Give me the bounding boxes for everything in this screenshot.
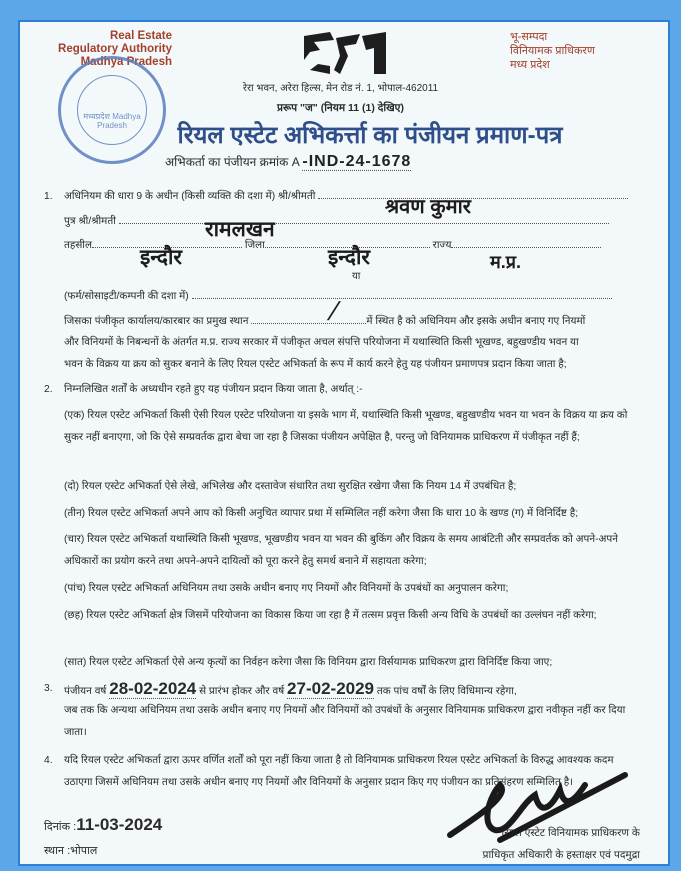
seal-inner-text: मध्यप्रदेश Madhya Pradesh bbox=[77, 75, 147, 145]
office-value: / bbox=[324, 296, 343, 326]
condition-label: (एक) bbox=[64, 410, 85, 421]
dotted-line bbox=[251, 323, 366, 324]
validity-text: जब तक कि अन्यथा अधिनियम तथा उसके अधीन बनाए गए नियमों और विनियमों को उपबंधों के अनुसार विनियामक प्राधिकरण द्वारा नवीकृत नहीं कर दिया जाता। bbox=[64, 705, 626, 738]
registration-number bbox=[165, 153, 411, 171]
item-number: 3. bbox=[44, 683, 53, 694]
address: रेरा भवन, अरेरा हिल्स, मेन रोड नं. 1, भोपाल-462011 bbox=[242, 83, 439, 94]
validity-end: 27-02-2029 bbox=[287, 679, 375, 698]
condition-label: (छह) bbox=[64, 610, 84, 621]
item-number: 1. bbox=[44, 191, 53, 202]
validity-start: 28-02-2024 bbox=[109, 679, 197, 698]
district-value: इन्दौर bbox=[328, 246, 370, 269]
condition-text: रियल एस्टेट अभिकर्ता ऐसे अन्य कृत्यों का निर्वहन करेगा जैसा कि विनियम द्वारा विर्सयामक प्राधिकरण द्वारा विनिर्दिष्ट किया जाए; bbox=[89, 657, 553, 668]
condition-text: रियल एस्टेट अभिकर्ता यथास्थिति किसी भूखण्ड, भूखण्डीय भवन या भवन की बुकिंग और विक्रय के समय आबंटिती और सम्प्रवर्तक को अपने-अपने अधिकारों का प्रयोग करने तथा अपने-अपने दायित्वों को पूरा करने हेतु समर्थ बनाने में सहायता करेगा; bbox=[64, 534, 618, 567]
tehsil-label: तहसील bbox=[64, 240, 92, 251]
condition-label: (दो) bbox=[64, 481, 79, 492]
name-line bbox=[44, 186, 644, 208]
hi-line: विनियामक प्राधिकरण bbox=[510, 45, 595, 57]
item-number: 2. bbox=[44, 384, 53, 395]
condition-2 bbox=[64, 476, 644, 498]
name-label: अधिनियम की धारा 9 के अधीन (किसी व्यक्ति की दशा में) श्री/श्रीमती bbox=[64, 191, 316, 202]
office-label: जिसका पंजीकृत कार्यालय/कारबार का प्रमुख स्थान bbox=[64, 316, 249, 327]
en-line: Madhya Pradesh bbox=[80, 56, 172, 68]
item-number: 4. bbox=[44, 755, 53, 766]
regno-label: अभिकर्ता का पंजीयन क्रमांक A bbox=[165, 155, 300, 169]
or-text: या bbox=[352, 271, 361, 282]
hi-line: भू-सम्पदा bbox=[510, 31, 548, 43]
regno-value: -IND-24-1678 bbox=[302, 153, 412, 170]
place-line bbox=[44, 843, 97, 858]
condition-7 bbox=[64, 652, 644, 674]
validity-line bbox=[44, 678, 644, 703]
para4-text: यदि रियल एस्टेट अभिकर्ता द्वारा ऊपर वर्णित शर्तों को पूरा नहीं किया जाता है तो विनियामक प्राधिकरण रियल एस्टेट अभिकर्ता के विरुद्ध आवश्यक कदम उठाएगा जिसमें अधिनियम तथा उसके अधीन बनाए गए नियमों और विनियमों के अनुसार प्रदान किए गए पंजीयन का प्रतिसंहरण सम्मिलित है। bbox=[64, 755, 614, 788]
en-line: Real Estate bbox=[109, 30, 172, 42]
place-label: स्थान : bbox=[44, 845, 71, 857]
office-line bbox=[64, 311, 644, 333]
validity-label: तक पांच वर्षों के लिए विधिमान्य रहेगा, bbox=[376, 686, 517, 697]
date-label: दिनांक : bbox=[44, 821, 77, 833]
condition-1 bbox=[64, 405, 644, 448]
agent-name: श्रवण कुमार bbox=[385, 196, 471, 218]
condition-text: रियल एस्टेट अभिकर्ता ऐसे लेखे, अभिलेख और दस्तावेज संधारित तथा सुरक्षित रखेगा जैसा कि नियम 14 में उपबंधित है; bbox=[81, 481, 517, 492]
father-label: पुत्र श्री/श्रीमती bbox=[64, 216, 116, 227]
district-label: जिला bbox=[244, 240, 265, 251]
tehsil-value: इन्दौर bbox=[140, 246, 182, 269]
condition-3 bbox=[64, 503, 644, 525]
issue-date: 11-03-2024 bbox=[76, 815, 163, 834]
para2-text: निम्नलिखित शर्तों के अध्यधीन रहते हुए यह पंजीयन प्रदान किया जाता है, अर्थात् :- bbox=[64, 384, 363, 395]
condition-4 bbox=[64, 529, 644, 572]
dotted-line bbox=[119, 223, 609, 224]
signatory-line: रियल एस्टेट विनियामक प्राधिकरण के bbox=[501, 827, 640, 839]
authority-name-hindi bbox=[510, 30, 595, 72]
para1-text: में स्थित है को अधिनियम और इसके अधीन बनाए गए नियमों bbox=[366, 316, 586, 327]
state-value: म.प्र. bbox=[490, 252, 522, 272]
firm-line bbox=[64, 286, 644, 308]
father-line bbox=[64, 211, 644, 233]
conditions-intro bbox=[44, 379, 644, 401]
condition-text: रियल एस्टेट अभिकर्ता अधिनियम तथा उसके अधीन बनाए गए नियमों और विनियमों के उपबंधों का अनुपालन करेगा; bbox=[88, 583, 509, 594]
validity-label: पंजीयन वर्ष bbox=[64, 686, 107, 697]
en-line: Regulatory Authority bbox=[58, 43, 172, 55]
condition-text: रियल एस्टेट अभिकर्ता अपने आप को किसी अनुचित व्यापार प्रथा में सम्मिलित नहीं करेगा जैसा कि धारा 10 के खण्ड (ग) में विनिर्दिष्ट है; bbox=[87, 508, 579, 519]
certificate-title: रियल एस्टेट अभिकर्त्ता का पंजीयन प्रमाण-पत्र bbox=[177, 122, 563, 149]
place-value: भोपाल bbox=[70, 845, 98, 857]
dotted-line bbox=[451, 247, 601, 248]
hi-line: मध्य प्रदेश bbox=[510, 59, 550, 71]
father-name: रामलखन bbox=[205, 218, 275, 241]
dotted-line bbox=[318, 198, 628, 199]
condition-label: (पांच) bbox=[64, 583, 86, 594]
signature-icon bbox=[440, 755, 630, 845]
firm-label: (फर्म/सोसाइटी/कम्पनी की दशा में) bbox=[64, 291, 189, 302]
date-line bbox=[44, 815, 162, 835]
signatory-line: प्राधिकृत अधिकारी के हस्ताक्षर एवं पदमुद्रा bbox=[482, 849, 640, 861]
condition-6 bbox=[64, 605, 644, 627]
state-label: राज्य bbox=[432, 240, 452, 251]
validity-label: से प्रारंभ होकर और वर्ष bbox=[199, 686, 285, 697]
para1-text: और विनियमों के निबन्धनों के अंतर्गत म.प्र. राज्य सरकार में पंजीकृत अचल संपत्ति परियोजना में यथास्थिति किसी भूखण्ड, बहुखण्डीय भवन या bbox=[64, 337, 579, 348]
para1-text: भवन के विक्रय या क्रय को सुकर बनाने के लिए रियल एस्टेट अभिकर्ता के रूप में कार्य करने हेतु यह पंजीयन प्रमाणपत्र प्रदान किया जाता है; bbox=[64, 359, 567, 370]
condition-5 bbox=[64, 578, 644, 600]
condition-label: (तीन) bbox=[64, 508, 86, 519]
condition-label: (सात) bbox=[64, 657, 87, 668]
condition-text: रियल एस्टेट अभिकर्ता किसी ऐसी रियल एस्टेट परियोजना या इसके भाग में, यथास्थिति किसी भूखण्ड, बहुखण्डीय भवन या भवन के विक्रय या क्रय को सुकर नहीं बनाएगा, जो कि ऐसे सम्प्रवर्तक द्वारा बेचा जा रहा है जिसका पंजीयन अपेक्षित है, परन्तु जो विनियामक प्राधिकरण में पंजीकृत नहीं हैं; bbox=[64, 410, 628, 443]
condition-label: (चार) bbox=[64, 534, 85, 545]
dotted-line bbox=[192, 298, 612, 299]
rera-logo-icon bbox=[300, 30, 390, 78]
condition-text: रियल एस्टेट अभिकर्ता क्षेत्र जिसमें परियोजना का विकास किया जा रहा है में तत्सम प्रवृत्त किसी अन्य विधि के उपबंधों का उल्लंघन नहीं करेगा; bbox=[86, 610, 597, 621]
form-reference: प्ररूप "ज" (नियम 11 (1) देखिए) bbox=[277, 102, 404, 114]
